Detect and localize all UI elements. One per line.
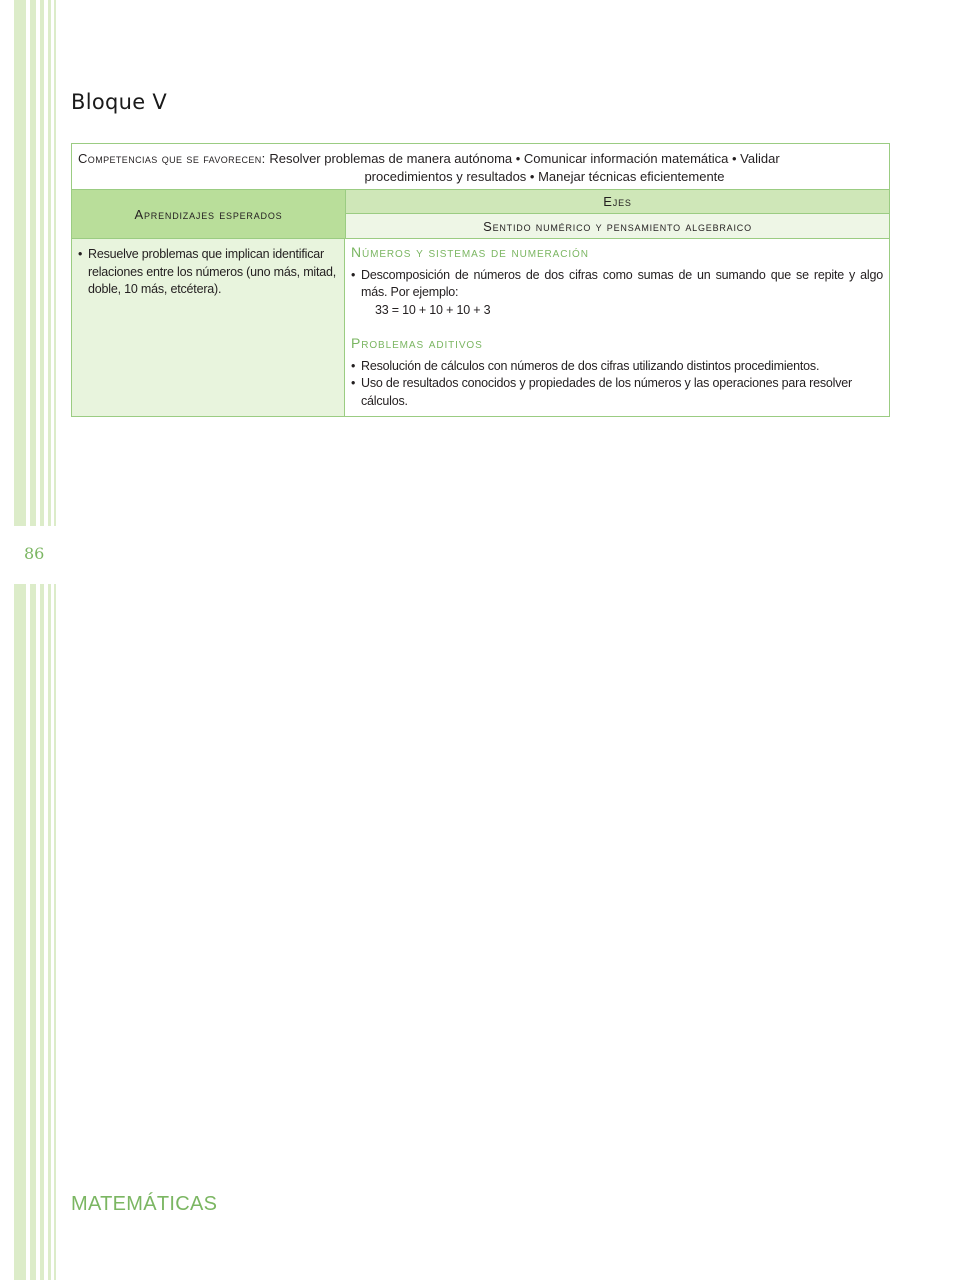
curriculum-table bbox=[71, 143, 890, 417]
page-title: Bloque V bbox=[71, 90, 168, 114]
list-item: • Uso de resultados conocidos y propiedades de los números y las operaciones para resolver cálculos. bbox=[351, 375, 883, 410]
decorative-stripes-bottom bbox=[0, 584, 60, 1280]
header-sentido: Sentido numérico y pensamiento algebraico bbox=[346, 214, 889, 238]
competencias-label: Competencias que se favorecen: bbox=[78, 151, 266, 166]
aprendizajes-cell bbox=[72, 239, 345, 416]
bullet-icon: • bbox=[351, 376, 356, 390]
table-body bbox=[72, 239, 889, 416]
footer-subject: MATEMÁTICAS bbox=[71, 1193, 218, 1215]
bullet-icon: • bbox=[351, 358, 356, 373]
page-number: 86 bbox=[24, 544, 45, 563]
header-ejes: Ejes bbox=[346, 190, 889, 214]
competencias-line-2: procedimientos y resultados • Manejar técnicas eficientemente bbox=[364, 169, 725, 184]
decorative-stripes-top bbox=[0, 0, 60, 526]
bullet-icon: • bbox=[351, 267, 356, 282]
contenidos-cell bbox=[345, 239, 889, 416]
header-aprendizajes: Aprendizajes esperados bbox=[72, 190, 346, 238]
competencias-row bbox=[72, 144, 889, 190]
table-header bbox=[72, 190, 889, 239]
competencias-line-1: Resolver problemas de manera autónoma • Comunicar información matemática • Validar bbox=[269, 151, 780, 166]
list-item: • Resuelve problemas que implican identificar relaciones entre los números (uno más, mitad, doble, 10 más, etcétera). bbox=[78, 246, 338, 299]
example-equation: 33 = 10 + 10 + 10 + 3 bbox=[375, 302, 491, 317]
bullet-icon: • bbox=[78, 247, 83, 261]
section-title-problemas: Problemas aditivos bbox=[351, 335, 483, 351]
list-item: • Resolución de cálculos con números de dos cifras utilizando distintos procedimientos. bbox=[351, 358, 883, 376]
section-title-numeros: Números y sistemas de numeración bbox=[351, 244, 589, 260]
header-ejes-group bbox=[346, 190, 889, 238]
list-item: • Descomposición de números de dos cifras como sumas de un sumando que se repite y algo más. Por ejemplo: bbox=[351, 267, 883, 302]
